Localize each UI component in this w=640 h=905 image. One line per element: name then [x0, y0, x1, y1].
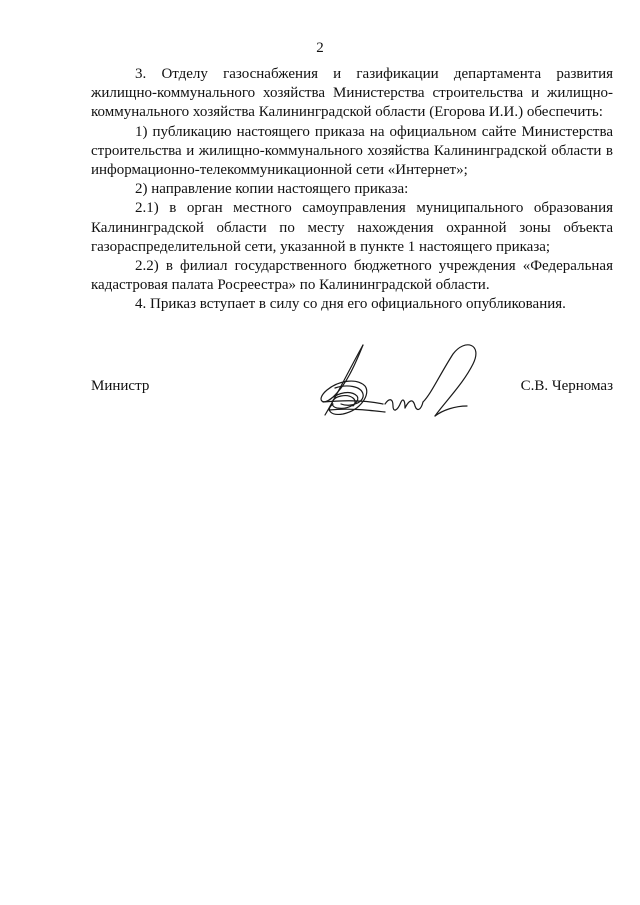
signer-position: Министр: [91, 378, 150, 394]
paragraph-item-3-1: 1) публикацию настоящего приказа на официальном сайте Министерства строительства и жилищно-коммунального хозяйства Калининградской области в информационно-телекоммуникационной сети «Интернет»;: [91, 123, 613, 179]
signer-name: С.В. Черномаз: [520, 378, 613, 394]
handwritten-signature: [305, 340, 490, 430]
document-body: [91, 65, 613, 315]
paragraph-item-3-2: 2) направление копии настоящего приказа:: [135, 181, 409, 198]
paragraph-item-3-2-1: 2.1) в орган местного самоуправления муниципального образования Калининградской области по месту нахождения охранной зоны объекта газораспределительной сети, указанной в пункте 1 настоящего приказа;: [91, 200, 613, 255]
paragraph-item-4: 4. Приказ вступает в силу со дня его официального опубликования.: [135, 296, 566, 313]
paragraph-item-3-2-2: 2.2) в филиал государственного бюджетного учреждения «Федеральная кадастровая палата Росреестра» по Калининградской области.: [91, 258, 613, 294]
signature-block: [0, 340, 640, 430]
page-number: 2: [316, 40, 324, 56]
paragraph-item-3: 3. Отделу газоснабжения и газификации департамента развития жилищно-коммунального хозяйства Министерства строительства и жилищно-коммунального хозяйства Калининградской области (Егорова И.И.) обеспечить:: [91, 66, 613, 121]
